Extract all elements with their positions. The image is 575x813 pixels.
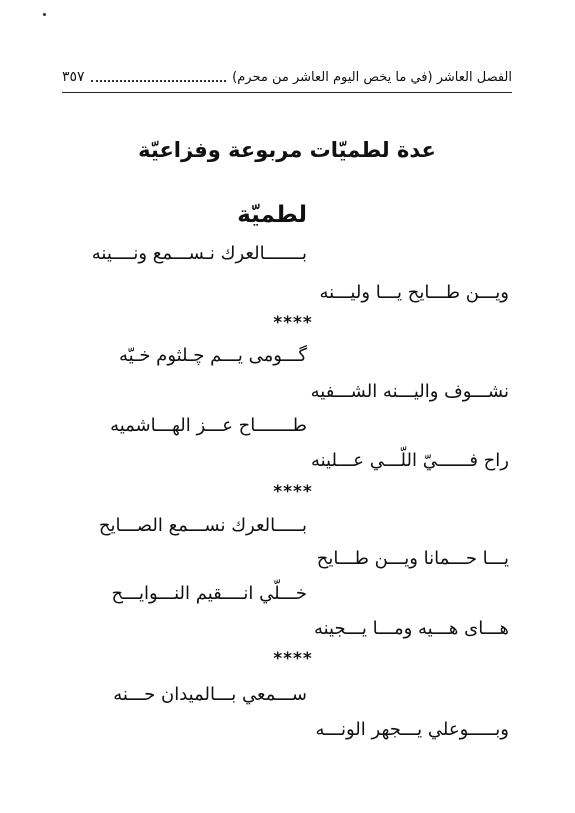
stanza-separator: **** [273, 649, 313, 669]
verse-line: وبـــــوعلي يـــجهر الونـــه [315, 719, 509, 740]
verse-line: ســـمعي بـــالميدان حـــنه [113, 684, 307, 705]
stanza-separator: **** [273, 313, 313, 333]
verse-line: راح فــــــيّ اللّـــي عـــلينه [310, 450, 509, 471]
header-rule [62, 92, 512, 93]
chapter-title: الفصل العاشر (في ما يخص اليوم العاشر من محرم) [232, 69, 512, 85]
page-title: عدة لطميّات مربوعة وفزاعيّة [138, 138, 436, 162]
running-header [62, 66, 512, 88]
section-heading: لطميّة [237, 202, 307, 228]
dot-leader [91, 80, 227, 82]
page-speck [43, 13, 46, 16]
verse-line: ويـــن طـــايح يـــا وليـــنه [319, 282, 509, 303]
verse-line: نشـــوف واليـــنه الشـــفيه [310, 381, 509, 402]
verse-line: بـــــالعرك نســـمع الصـــايح [98, 515, 307, 536]
page-number: ٣٥٧ [62, 69, 85, 85]
verse-line: خـــلّي انــــقيم النـــوايـــح [111, 583, 307, 604]
verse-line: بـــــــالعرك نـســـمع ونــــينه [91, 243, 307, 264]
verse-line: هـــاى هـــيه ومـــا يـــجينه [313, 618, 509, 639]
verse-line: طـــــــاح عـــز الهـــاشميه [110, 415, 307, 436]
stanza-separator: **** [273, 482, 313, 502]
verse-line: يـــا حـــمانا ويـــن طـــايح [316, 548, 509, 569]
verse-line: گـــومى يـــم چـلثوم خـيّه [118, 345, 307, 366]
